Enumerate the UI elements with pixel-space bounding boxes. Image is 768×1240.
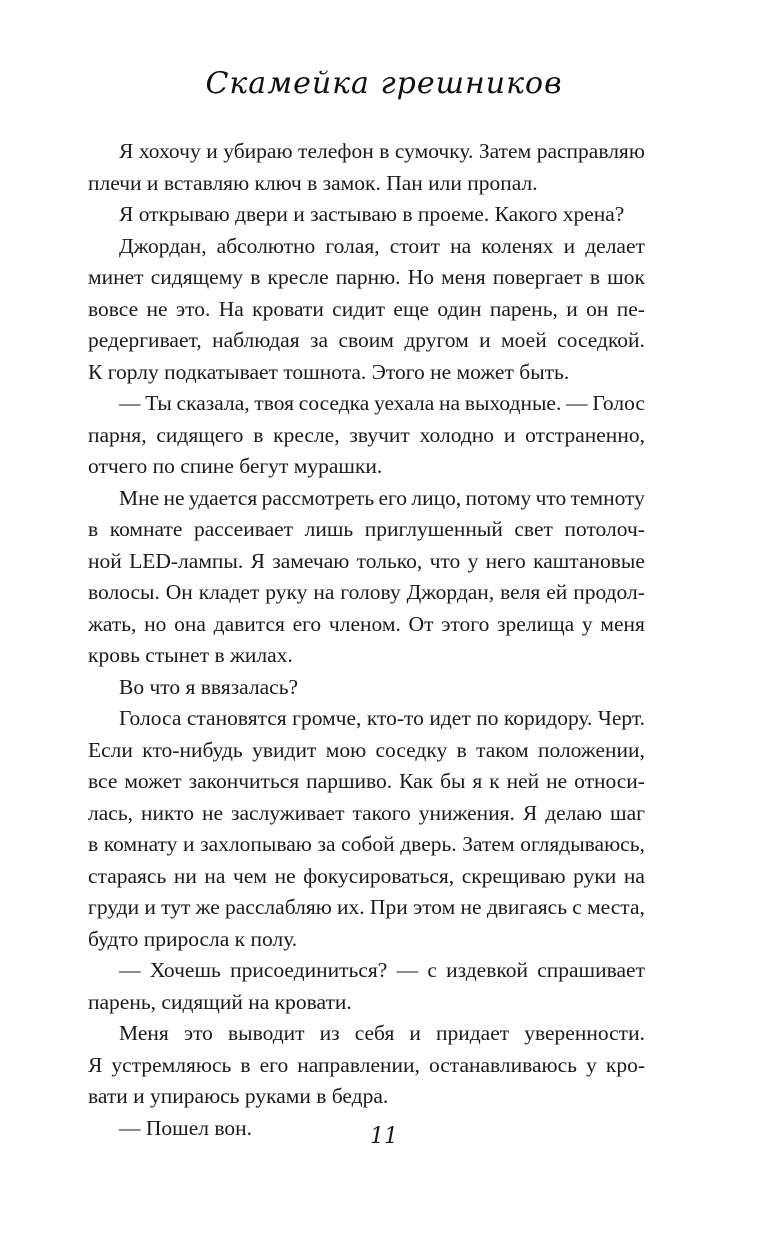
word: Я	[88, 1052, 103, 1077]
text-line	[88, 514, 645, 546]
word: их.	[337, 895, 365, 919]
word: Как	[399, 769, 434, 793]
word: ной	[88, 548, 122, 573]
word: на	[439, 391, 461, 415]
line-text: парень, сидящий на кровати.	[88, 989, 352, 1014]
word: присоединиться?	[230, 958, 388, 982]
word: комнату	[103, 832, 178, 856]
word: не	[163, 485, 185, 510]
text-line	[88, 546, 645, 578]
word: с	[427, 958, 437, 982]
text-line	[88, 987, 645, 1019]
word: не	[146, 296, 168, 321]
word: и	[144, 895, 156, 919]
word: кто-нибудь	[142, 737, 243, 762]
word: это.	[175, 296, 211, 321]
word: редергивает,	[88, 328, 202, 352]
word: это	[183, 1021, 213, 1045]
word: устремляюсь	[111, 1052, 232, 1077]
text-line	[119, 1018, 645, 1050]
line-text: Я открываю двери и застываю в проеме. Какого хрена?	[119, 202, 625, 226]
text-line	[88, 1050, 645, 1082]
word: него	[485, 548, 526, 573]
text-line	[88, 640, 645, 672]
word: положении,	[537, 737, 645, 762]
word: все	[88, 769, 118, 793]
word: захлопываю	[200, 832, 312, 856]
word: убираю	[223, 139, 293, 163]
word: с	[572, 895, 582, 919]
word: бы	[440, 769, 466, 793]
word: меня	[600, 611, 645, 636]
word: кровати	[252, 296, 324, 321]
word: шаг	[610, 800, 645, 825]
text-line	[88, 766, 645, 798]
word: меня	[441, 265, 486, 289]
word: увидит	[252, 737, 317, 762]
word: Голос	[592, 391, 645, 415]
word: его	[292, 611, 322, 636]
line-text: будто приросла к полу.	[88, 926, 298, 951]
word: что	[429, 548, 461, 573]
word: Я	[522, 800, 538, 825]
word: комнате	[109, 517, 183, 541]
word: стараясь	[88, 863, 167, 888]
word: повергает	[492, 265, 583, 289]
word: От	[408, 611, 434, 636]
word: свет	[514, 517, 553, 541]
word: Я	[119, 139, 134, 163]
word: На	[218, 296, 244, 321]
word: в	[88, 517, 99, 541]
word: коридору.	[503, 706, 593, 730]
word: сидящего	[156, 422, 244, 447]
word: Джордан,	[406, 580, 495, 604]
word: останавливаюсь	[428, 1052, 577, 1077]
word: кладет	[198, 580, 260, 604]
word: и	[479, 328, 491, 352]
word: LED-лампы.	[129, 548, 244, 573]
word: расправляю	[536, 139, 645, 163]
word: кро-	[605, 1052, 645, 1077]
word: соседку	[375, 737, 448, 762]
word: парня,	[88, 422, 147, 447]
word: пе-	[616, 296, 645, 321]
word: оглядываюсь,	[520, 832, 645, 856]
word: лишь	[304, 517, 354, 541]
word: на	[450, 233, 472, 258]
word: издевкой	[446, 958, 528, 982]
text-line	[88, 1081, 645, 1113]
word: минет	[88, 265, 144, 289]
text-line	[88, 609, 645, 641]
word: продол-	[573, 580, 645, 604]
word: сказала,	[176, 391, 250, 415]
word: давится	[213, 611, 285, 636]
word: в	[589, 265, 601, 289]
word: не	[460, 895, 482, 919]
word: делает	[585, 233, 645, 258]
word: Затем	[462, 832, 515, 856]
word: уверенности.	[524, 1021, 645, 1045]
word: лицо,	[411, 485, 462, 510]
word: и	[563, 233, 576, 258]
word: относи-	[574, 769, 645, 793]
word: места,	[587, 895, 645, 919]
word: —	[119, 958, 141, 982]
word: в	[379, 139, 390, 163]
word: что	[535, 485, 567, 510]
word: другом	[404, 328, 469, 352]
page-number: 11	[370, 1124, 398, 1149]
word: его	[378, 485, 408, 510]
word: хохочу	[138, 139, 201, 163]
word: и	[206, 139, 218, 163]
word: и	[183, 832, 195, 856]
word: ней	[506, 769, 540, 793]
word: становятся	[186, 706, 287, 730]
word: фокусироваться,	[303, 863, 455, 888]
page-body	[88, 136, 645, 1144]
word: и	[503, 422, 516, 447]
word: скрещиваю	[461, 863, 566, 888]
word: в	[253, 422, 264, 447]
word: не	[201, 800, 224, 825]
word: зрелища	[497, 611, 575, 636]
word: в	[250, 265, 261, 289]
word: волосы.	[88, 580, 160, 604]
word: руку	[265, 580, 308, 604]
word: —	[119, 391, 141, 415]
word: Мне	[119, 485, 160, 510]
text-line	[88, 451, 645, 483]
word: своим	[338, 328, 394, 352]
word: придает	[435, 1021, 510, 1045]
word: выходные.	[464, 391, 562, 415]
line-text: кровь стынет в жилах.	[88, 643, 293, 667]
word: на	[623, 863, 645, 888]
word: этом	[412, 895, 456, 919]
word: в	[456, 737, 467, 762]
word: рассеивает	[194, 517, 294, 541]
word: у	[581, 611, 593, 636]
line-text: плечи и вставляю ключ в замок. Пан или пропал.	[88, 170, 538, 195]
word: делаю	[545, 800, 603, 825]
text-line	[88, 262, 645, 294]
word: Ты	[145, 391, 172, 415]
word: Если	[88, 737, 133, 762]
word: не	[274, 863, 296, 888]
word: ни	[173, 863, 197, 888]
word: холодно	[419, 422, 495, 447]
word: по	[476, 706, 499, 730]
word: собой	[341, 832, 395, 856]
word: вовсе	[88, 296, 139, 321]
word: расслабляю	[225, 895, 332, 919]
word: Джордан,	[119, 233, 207, 258]
word: рассмотреть	[261, 485, 375, 510]
word: за	[310, 328, 329, 352]
word: абсолютно	[216, 233, 316, 258]
word: он	[586, 296, 609, 321]
text-line	[88, 924, 645, 956]
word: этого	[441, 611, 490, 636]
word: двигаясь	[486, 895, 568, 919]
word: сидящему	[150, 265, 244, 289]
word: голая,	[325, 233, 380, 258]
word: к	[489, 769, 500, 793]
word: Я	[250, 548, 265, 573]
word: кто-то	[366, 706, 424, 730]
word: жать,	[88, 611, 137, 636]
word: Он	[165, 580, 193, 604]
word: выводит	[228, 1021, 305, 1045]
line-text: вати и упираюсь руками в бедра.	[88, 1084, 389, 1108]
word: груди	[88, 895, 140, 919]
word: на	[313, 580, 335, 604]
text-line	[119, 483, 645, 515]
text-line	[119, 136, 645, 168]
text-line	[88, 798, 645, 830]
word: за	[317, 832, 336, 856]
word: паршиво.	[306, 769, 393, 793]
word: коленях	[481, 233, 554, 258]
word: в	[240, 1052, 251, 1077]
word: чем	[233, 863, 268, 888]
word: ей	[546, 580, 568, 604]
word: шок	[607, 265, 645, 289]
word: потому	[465, 485, 532, 510]
word: дверь.	[400, 832, 457, 856]
word: сидит	[332, 296, 386, 321]
text-line	[119, 199, 645, 231]
word: сумочку.	[394, 139, 474, 163]
word: потолоч-	[564, 517, 645, 541]
word: Хочешь	[149, 958, 221, 982]
word: приглушенный	[364, 517, 503, 541]
word: парень,	[489, 296, 558, 321]
word: никто	[140, 800, 195, 825]
word: мою	[325, 737, 367, 762]
text-line	[88, 420, 645, 452]
word: уехала	[374, 391, 435, 415]
word: таком	[476, 737, 529, 762]
word: удается	[188, 485, 258, 510]
text-line	[88, 357, 645, 389]
word: спрашивает	[537, 958, 645, 982]
word: такого	[352, 800, 411, 825]
word: его	[259, 1052, 289, 1077]
word: наблюдая	[212, 328, 300, 352]
text-line	[88, 829, 645, 861]
word: лась,	[88, 800, 133, 825]
word: унижения.	[418, 800, 515, 825]
word: звучит	[349, 422, 410, 447]
word: Голоса	[119, 706, 182, 730]
word: твоя	[254, 391, 295, 415]
word: —	[396, 958, 419, 982]
word: кресле,	[273, 422, 340, 447]
word: Меня	[119, 1021, 169, 1045]
text-line	[88, 577, 645, 609]
word: из	[319, 1021, 340, 1045]
word: громче,	[292, 706, 362, 730]
word: замечаю	[272, 548, 350, 573]
word: стоит	[389, 233, 441, 258]
line-text: — Пошел вон.	[119, 1115, 252, 1140]
word: она	[174, 611, 206, 636]
running-title: Скамейка грешников	[205, 66, 563, 101]
word: я	[472, 769, 483, 793]
text-line	[119, 672, 645, 704]
word: тут	[161, 895, 191, 919]
word: только,	[356, 548, 423, 573]
word: моей	[501, 328, 547, 352]
word: у	[467, 548, 479, 573]
text-line	[119, 703, 645, 735]
word: закончиться	[188, 769, 300, 793]
word: у	[586, 1052, 597, 1077]
word: руки	[573, 863, 617, 888]
word: направлении,	[297, 1052, 420, 1077]
line-text: отчего по спине бегут мурашки.	[88, 454, 383, 478]
word: и	[566, 296, 578, 321]
word: каштановые	[533, 548, 645, 573]
word: членом.	[328, 611, 401, 636]
line-text: К горлу подкатывает тошнота. Этого не может быть.	[88, 359, 570, 384]
word: еще	[393, 296, 430, 321]
word: Черт.	[597, 706, 645, 730]
word: Затем	[478, 139, 532, 163]
text-line	[119, 388, 645, 420]
word: заслуживает	[231, 800, 345, 825]
word: и	[409, 1021, 421, 1045]
word: может	[124, 769, 182, 793]
word: Но	[407, 265, 434, 289]
text-line	[88, 294, 645, 326]
word: парню.	[335, 265, 401, 289]
text-line	[119, 955, 645, 987]
word: идет	[429, 706, 471, 730]
word: веля	[500, 580, 541, 604]
word: же	[195, 895, 220, 919]
word: соседка	[298, 391, 370, 415]
line-text: Во что я ввязалась?	[119, 674, 299, 699]
text-line	[88, 861, 645, 893]
text-line	[88, 892, 645, 924]
word: не	[546, 769, 568, 793]
text-line	[88, 735, 645, 767]
word: —	[566, 391, 588, 415]
text-line	[88, 325, 645, 357]
word: себя	[354, 1021, 395, 1045]
word: голову	[340, 580, 401, 604]
text-line	[88, 168, 645, 200]
word: отстраненно,	[525, 422, 645, 447]
text-line	[119, 231, 645, 263]
word: соседкой.	[557, 328, 645, 352]
word: телефон	[298, 139, 374, 163]
word: один	[437, 296, 482, 321]
word: в	[88, 832, 99, 856]
word: кресле	[267, 265, 329, 289]
word: При	[369, 895, 408, 919]
word: на	[204, 863, 226, 888]
word: темноту	[570, 485, 645, 510]
word: но	[144, 611, 167, 636]
